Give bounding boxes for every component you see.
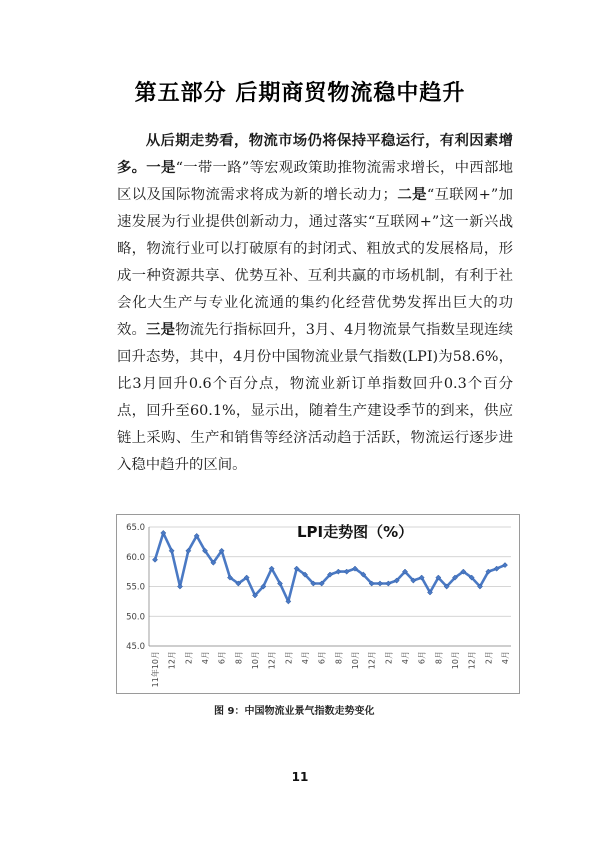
y-tick-label: 60.0 <box>126 552 145 563</box>
point-two-text: “互联网+”加速发展为行业提供创新动力，通过落实“互联网+”这一新兴战略，物流行业可以打破原有的封闭式、粗放式的发展格局，形成一种资源共享、优势互补、互利共赢的市场机制，有利于社会化大生产与专业化流通的集约化经营优势发挥出巨大的功效。 <box>117 187 513 338</box>
x-tick-label: 2月 <box>384 651 394 665</box>
x-tick-label: 12月 <box>167 651 177 670</box>
lead-sentence: 从后期走势看，物流市场仍将保持平稳运行，有利因素增多。一是 <box>117 133 513 176</box>
x-tick-label: 4月 <box>501 651 510 665</box>
x-tick-label: 2月 <box>484 651 494 665</box>
y-tick-label: 55.0 <box>126 582 145 593</box>
chart-title: LPI走势图（%） <box>297 523 414 541</box>
chart-gridlines <box>149 527 511 646</box>
y-tick-label: 45.0 <box>126 642 145 652</box>
x-tick-label: 10月 <box>351 651 360 670</box>
point-one-text: “一带一路”等宏观政策助推物流需求增长，中西部地区以及国际物流需求将成为新的增长动力； <box>117 160 513 203</box>
lpi-data-point <box>377 581 382 586</box>
x-tick-label: 12月 <box>267 651 277 670</box>
x-tick-label: 8月 <box>334 651 344 665</box>
y-tick-label: 65.0 <box>126 523 145 533</box>
point-three-marker: 三是 <box>146 322 176 338</box>
x-tick-label: 8月 <box>234 651 244 665</box>
x-tick-label: 12月 <box>467 651 477 670</box>
x-tick-label: 6月 <box>217 651 227 665</box>
x-tick-label: 2月 <box>184 651 194 665</box>
x-tick-label: 12月 <box>367 651 377 670</box>
x-tick-label: 4月 <box>401 651 410 665</box>
x-tick-label: 4月 <box>201 651 210 665</box>
x-tick-label: 6月 <box>417 651 427 665</box>
point-two-marker: 二是 <box>396 187 427 203</box>
body-paragraph <box>117 128 513 479</box>
x-tick-label: 10月 <box>451 651 460 670</box>
lpi-chart-svg <box>117 515 519 693</box>
figure-caption: 图 9：中国物流业景气指数走势变化 <box>214 706 375 717</box>
lpi-series-line <box>155 533 505 601</box>
page-title: 第五部分 后期商贸物流稳中趋升 <box>134 81 466 106</box>
x-tick-label: 8月 <box>434 651 444 665</box>
point-three-text: 物流先行指标回升，3月、4月物流景气指数呈现连续回升态势，其中，4月份中国物流业景气指数(LPI)为58.6%，比3月回升0.6个百分点，物流业新订单指数回升0.3个百分点，回升至60.1%，显示出，随着生产建设季节的到来，供应链上采购、生产和销售等经济活动趋于活跃，物流运行逐步进入稳中趋升的区间。 <box>117 322 513 473</box>
x-tick-label: 4月 <box>301 651 310 665</box>
page-number: 11 <box>291 770 309 784</box>
y-tick-label: 50.0 <box>126 612 145 623</box>
lpi-chart <box>116 514 520 694</box>
x-tick-label: 11年10月 <box>151 651 160 688</box>
x-tick-label: 2月 <box>284 651 294 665</box>
lpi-data-point <box>177 584 182 589</box>
x-tick-label: 6月 <box>317 651 327 665</box>
x-tick-label: 10月 <box>251 651 260 670</box>
